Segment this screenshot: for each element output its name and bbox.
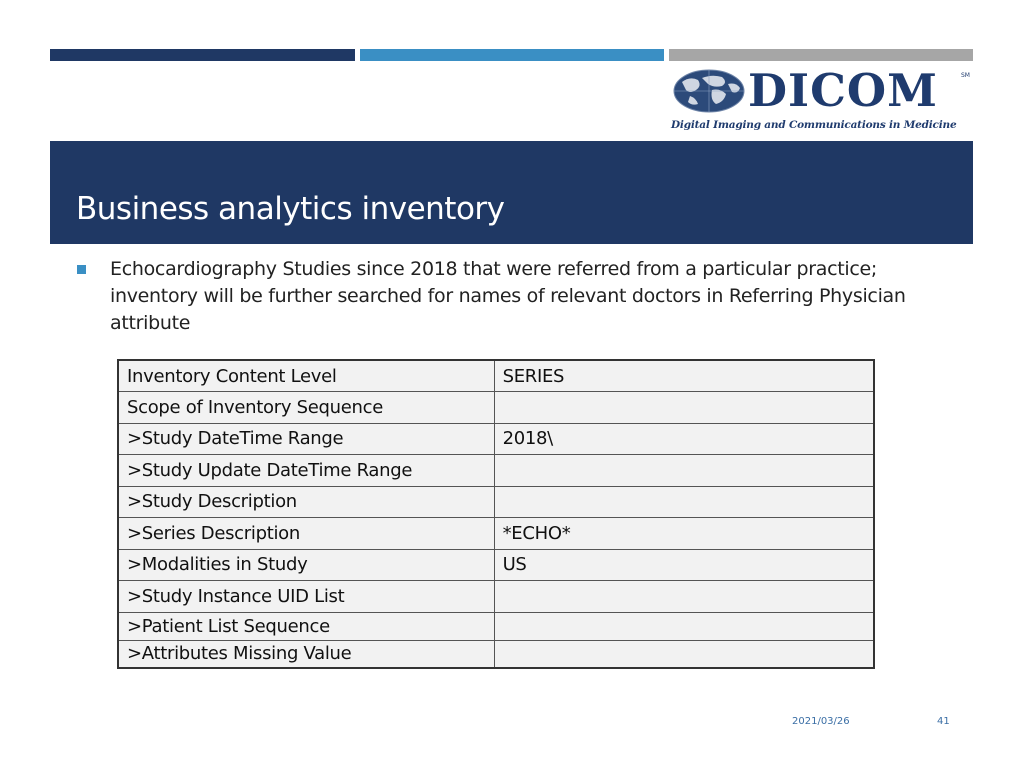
title-banner [50,141,973,244]
logo-service-mark: SM [961,72,970,79]
value-cell [494,640,874,668]
accent-bar-blue [360,49,664,61]
table-row [118,549,874,581]
value-cell [494,581,874,613]
value-cell: SERIES [494,360,874,392]
table-row [118,612,874,640]
table-row [118,392,874,424]
table-row [118,486,874,518]
table-row [118,423,874,455]
footer-date: 2021/03/26 [792,716,850,727]
value-cell [494,486,874,518]
table-row [118,360,874,392]
value-cell [494,455,874,487]
dicom-logo [668,66,974,136]
value-cell: 2018\ [494,423,874,455]
attribute-cell: >Attributes Missing Value [118,640,494,668]
attribute-cell: >Series Description [118,518,494,550]
bullet-square-icon [77,265,86,274]
bullet-text: Echocardiography Studies since 2018 that were referred from a particular practice; inventory will be further searched for names of relevant doctors in Referring Physician attribute [110,258,906,334]
accent-bar-navy [50,49,355,61]
attribute-cell: >Study Instance UID List [118,581,494,613]
attribute-cell: Scope of Inventory Sequence [118,392,494,424]
logo-wordmark: DICOM [748,64,938,117]
logo-tagline: Digital Imaging and Communications in Medicine [671,119,957,131]
value-cell [494,612,874,640]
globe-icon [672,68,746,114]
attribute-cell: >Study Description [118,486,494,518]
table-row [118,640,874,668]
page-number: 41 [937,716,950,727]
table-row [118,581,874,613]
table-row [118,455,874,487]
value-cell: US [494,549,874,581]
value-cell: *ECHO* [494,518,874,550]
inventory-table [117,359,875,669]
table-row [118,518,874,550]
slide-title: Business analytics inventory [76,191,505,227]
accent-bar-gray [669,49,973,61]
value-cell [494,392,874,424]
attribute-cell: >Study Update DateTime Range [118,455,494,487]
attribute-cell: Inventory Content Level [118,360,494,392]
attribute-cell: >Patient List Sequence [118,612,494,640]
attribute-cell: >Study DateTime Range [118,423,494,455]
attribute-cell: >Modalities in Study [118,549,494,581]
